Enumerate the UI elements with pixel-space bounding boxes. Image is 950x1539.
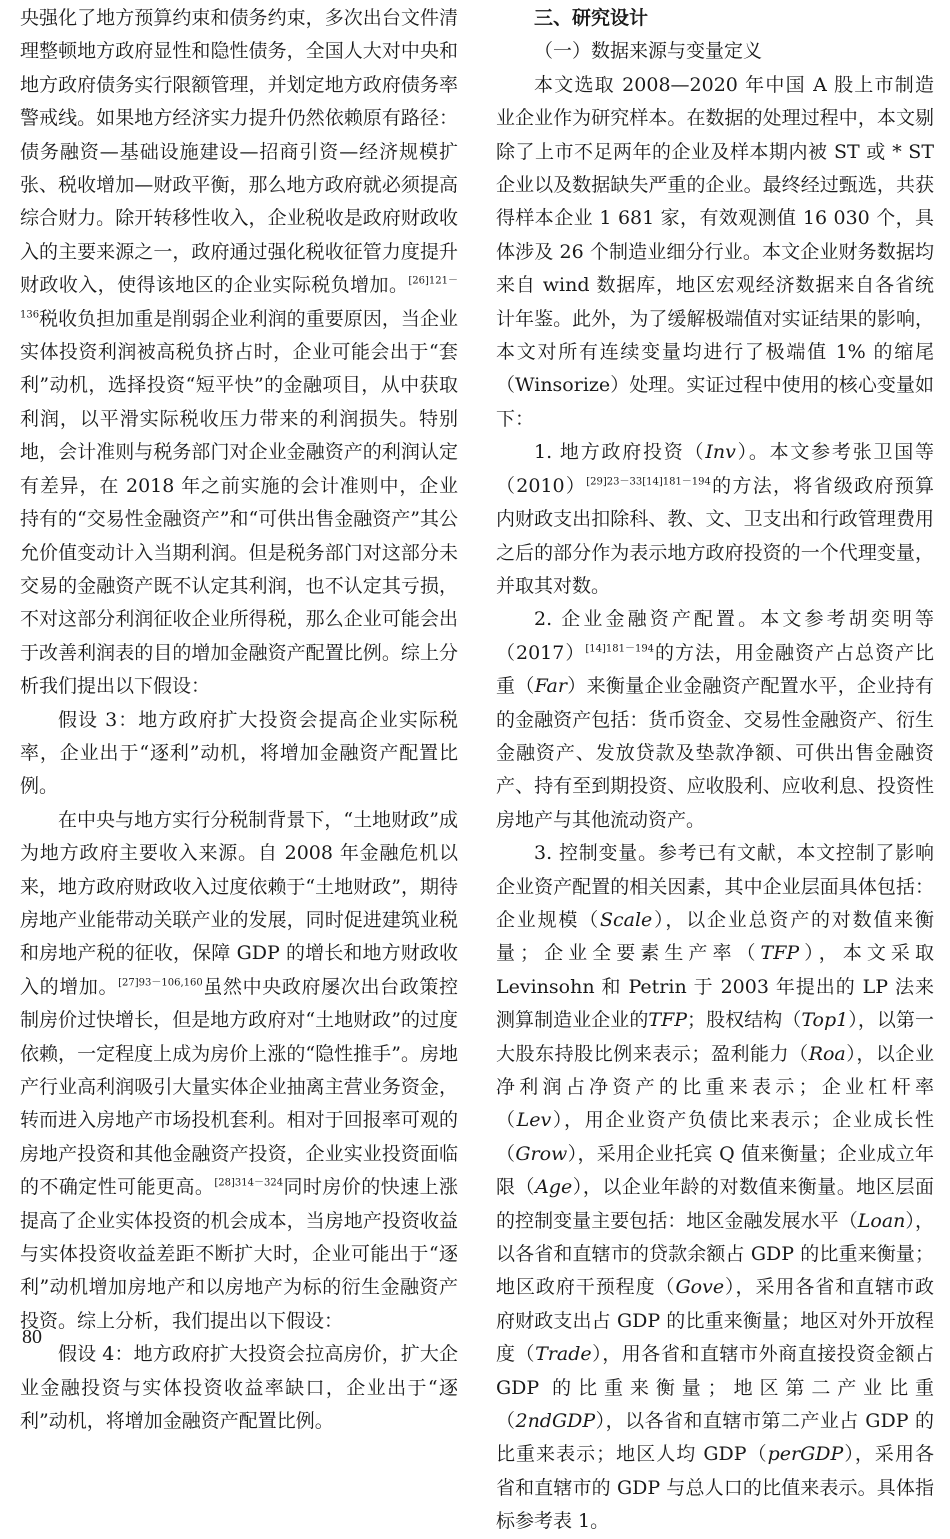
text-run: ）来衡量企业金融资产配置水平，企业持有的金融资产包括：货币资金、交易性金融资产、衍生金融资产、发放贷款及垫款净额、可供出售金融资产、持有至到期投资、应收股利、应收利息、投资性房地产与其他流动资产。 [496,675,934,831]
variable-symbol: Gove [675,1276,725,1299]
citation: [29]23－33 [586,476,643,488]
text-run: 的方法，用金融资产占总资产比重（ [496,641,934,698]
variable-symbol: 2ndGDP [515,1410,596,1433]
body-paragraph-land-finance [20,804,458,1339]
hypothesis-4: 假设 4：地方政府扩大投资会拉高房价，扩大企业金融投资与实体投资收益率缺口，企业出于“逐利”动机，将增加金融资产配置比例。 [20,1343,458,1433]
citation: [14]181－194 [642,476,711,488]
variable-symbol: Age [535,1176,573,1199]
variable-symbol: Roa [808,1042,846,1065]
text-run: 央强化了地方预算约束和债务约束，多次出台文件清理整顿地方政府显性和隐性债务，全国人大对中央和地方政府债务实行限额管理，并划定地方政府债务率警戒线。如果地方经济实力提升仍然依赖原有路径：债务融资—基础设施建设—招商引资—经济规模扩张、税收增加—财政平衡，那么地方政府就必须提高综合财力。除开转移性收入，企业税收是政府财政收入的主要来源之一，政府通过强化税收征管力度提升财政收入，使得该地区的企业实际税负增加。 [20,7,458,297]
citation: [28]314－324 [214,1177,284,1189]
left-column [20,2,458,1438]
variable-symbol: perGDP [767,1443,844,1466]
variable-symbol: Trade [535,1343,592,1366]
variable-symbol: Loan [857,1209,906,1232]
hypothesis-3: 假设 3：地方政府扩大投资会提高企业实际税率，企业出于“逐利”动机，将增加金融资产配置比例。 [20,708,458,798]
page-number: 80 [22,1326,42,1348]
text-run: ），以企业净利润占净资产的比重来表示；企业杠杆率（ [496,1042,934,1132]
right-column [496,2,934,1539]
text-run: ），以企业总资产的对数值来衡量；企业全要素生产率（ [496,908,934,965]
citation: [26]121－136 [20,275,458,321]
body-paragraph-tax [20,2,458,704]
variable-symbol: Top1 [801,1009,849,1032]
text-run: 1. 地方政府投资（ [534,441,706,464]
text-run: 的方法，将省级政府预算内财政支出扣除科、教、文、卫支出和行政管理费用之后的部分作为表示地方政府投资的一个代理变量，并取其对数。 [496,474,934,597]
text-run: ），以第一大股东持股比例来表示；盈利能力（ [496,1009,934,1065]
text-run: ），用企业资产负债比来表示；企业成长性（ [496,1109,934,1165]
text-run: 虽然中央政府屡次出台政策控制房价过快增长，但是地方政府对“土地财政”的过度依赖，一定程度上成为房价上涨的“隐性推手”。房地产行业高利润吸引大量实体企业抽离主营业务资金，转而进入房地产市场投机套利。相对于回报率可观的房地产投资和其他金融资产投资，企业实业投资面临的不确定性可能更高。 [20,975,458,1199]
text-run: 在中央与地方实行分税制背景下，“土地财政”成为地方政府主要收入来源。自 2008 年金融危机以来，地方政府财政收入过度依赖于“土地财政”，期待房地产业能带动关联产业的发展，同时促进建筑业税和房地产税的征收，保障 GDP 的增长和地方财政收入的增加。 [20,808,458,998]
variable-symbol: Scale [600,908,653,931]
text-run: ），采用企业托宾 Q 值来衡量；企业成立年限（ [496,1142,934,1199]
text-run: 同时房价的快速上涨提高了企业实体投资的机会成本，当房地产投资收益与实体投资收益差距不断扩大时，企业可能出于“逐利”动机增加房地产和以房地产为标的衍生金融资产投资。综上分析，我们提出以下假设： [20,1176,458,1332]
variable-item-controls [496,837,934,1539]
text-run: ），以企业年龄的对数值来衡量。地区层面的控制变量主要包括：地区金融发展水平（ [496,1176,934,1232]
section-heading: 三、研究设计 [534,7,649,29]
variable-symbol: Inv [705,441,736,464]
variable-item-inv [496,436,934,603]
variable-item-far [496,603,934,837]
subsection-heading: （一）数据来源与变量定义 [534,40,763,63]
text-run: ），本文采取 Levinsohn 和 Petrin 于 2003 年提出的 LP 法来测算制造业企业的 [496,942,934,1032]
body-paragraph-data: 本文选取 2008—2020 年中国 A 股上市制造业企业作为研究样本。在数据的处理过程中，本文剔除了上市不足两年的企业及样本期内被 ST 或 * ST 企业以及数据缺失严重的企业。最终经过甄选，共获得样本企业 1 681 家，有效观测值 16 030 个，具体涉及 26 个制造业细分行业。本文企业财务数据均来自 wind 数据库，地区宏观经济数据来自各省统计年鉴。此外，为了缓解极端值对实证结果的影响，本文对所有连续变量均进行了极端值 1% 的缩尾（Winsorize）处理。实证过程中使用的核心变量如下： [496,73,934,430]
variable-symbol: TFP [648,1009,688,1032]
text-run: ；股权结构（ [687,1009,802,1032]
text-run: 3. 控制变量。参考已有文献，本文控制了影响企业资产配置的相关因素，其中企业层面具体包括：企业规模（ [496,842,934,931]
text-run: ）。本文参考张卫国等（2010） [496,441,934,497]
text-run: ），用各省和直辖市外商直接投资金额占 GDP 的比重来衡量；地区第二产业比重（ [496,1343,934,1433]
text-run: ），以各省和直辖市的贷款余额占 GDP 的比重来衡量；地区政府干预程度（ [496,1209,934,1299]
citation: [27]93－106,160 [118,977,203,989]
text-run: 税收负担加重是削弱企业利润的重要原因，当企业实体投资利润被高税负挤占时，企业可能会出于“套利”动机，选择投资“短平快”的金融项目，从中获取利润，以平滑实际税收压力带来的利润损失。特别地，会计准则与税务部门对企业金融资产的利润认定有差异，在 2018 年之前实施的会计准则中，企业持有的“交易性金融资产”和“可供出售金融资产”其公允价值变动计入当期利润。但是税务部门对这部分未交易的金融资产既不认定其利润，也不认定其亏损，不对这部分利润征收企业所得税，那么企业可能会出于改善利润表的目的增加金融资产配置比例。综上分析我们提出以下假设： [20,307,458,698]
variable-symbol: Far [534,675,567,698]
text-run: ），采用各省和直辖市的 GDP 与总人口的比值来表示。具体指标参考表 1。 [496,1443,934,1533]
text-run: 2. 企业金融资产配置。本文参考胡奕明等（2017） [496,608,934,664]
text-run: ），以各省和直辖市第二产业占 GDP 的比重来表示；地区人均 GDP（ [496,1410,934,1466]
variable-symbol: TFP [760,942,800,965]
text-run: ），采用各省和直辖市政府财政支出占 GDP 的比重来衡量；地区对外开放程度（ [496,1276,934,1366]
citation: [14]181－194 [585,643,655,655]
variable-symbol: Grow [515,1142,568,1165]
variable-symbol: Lev [516,1109,552,1132]
